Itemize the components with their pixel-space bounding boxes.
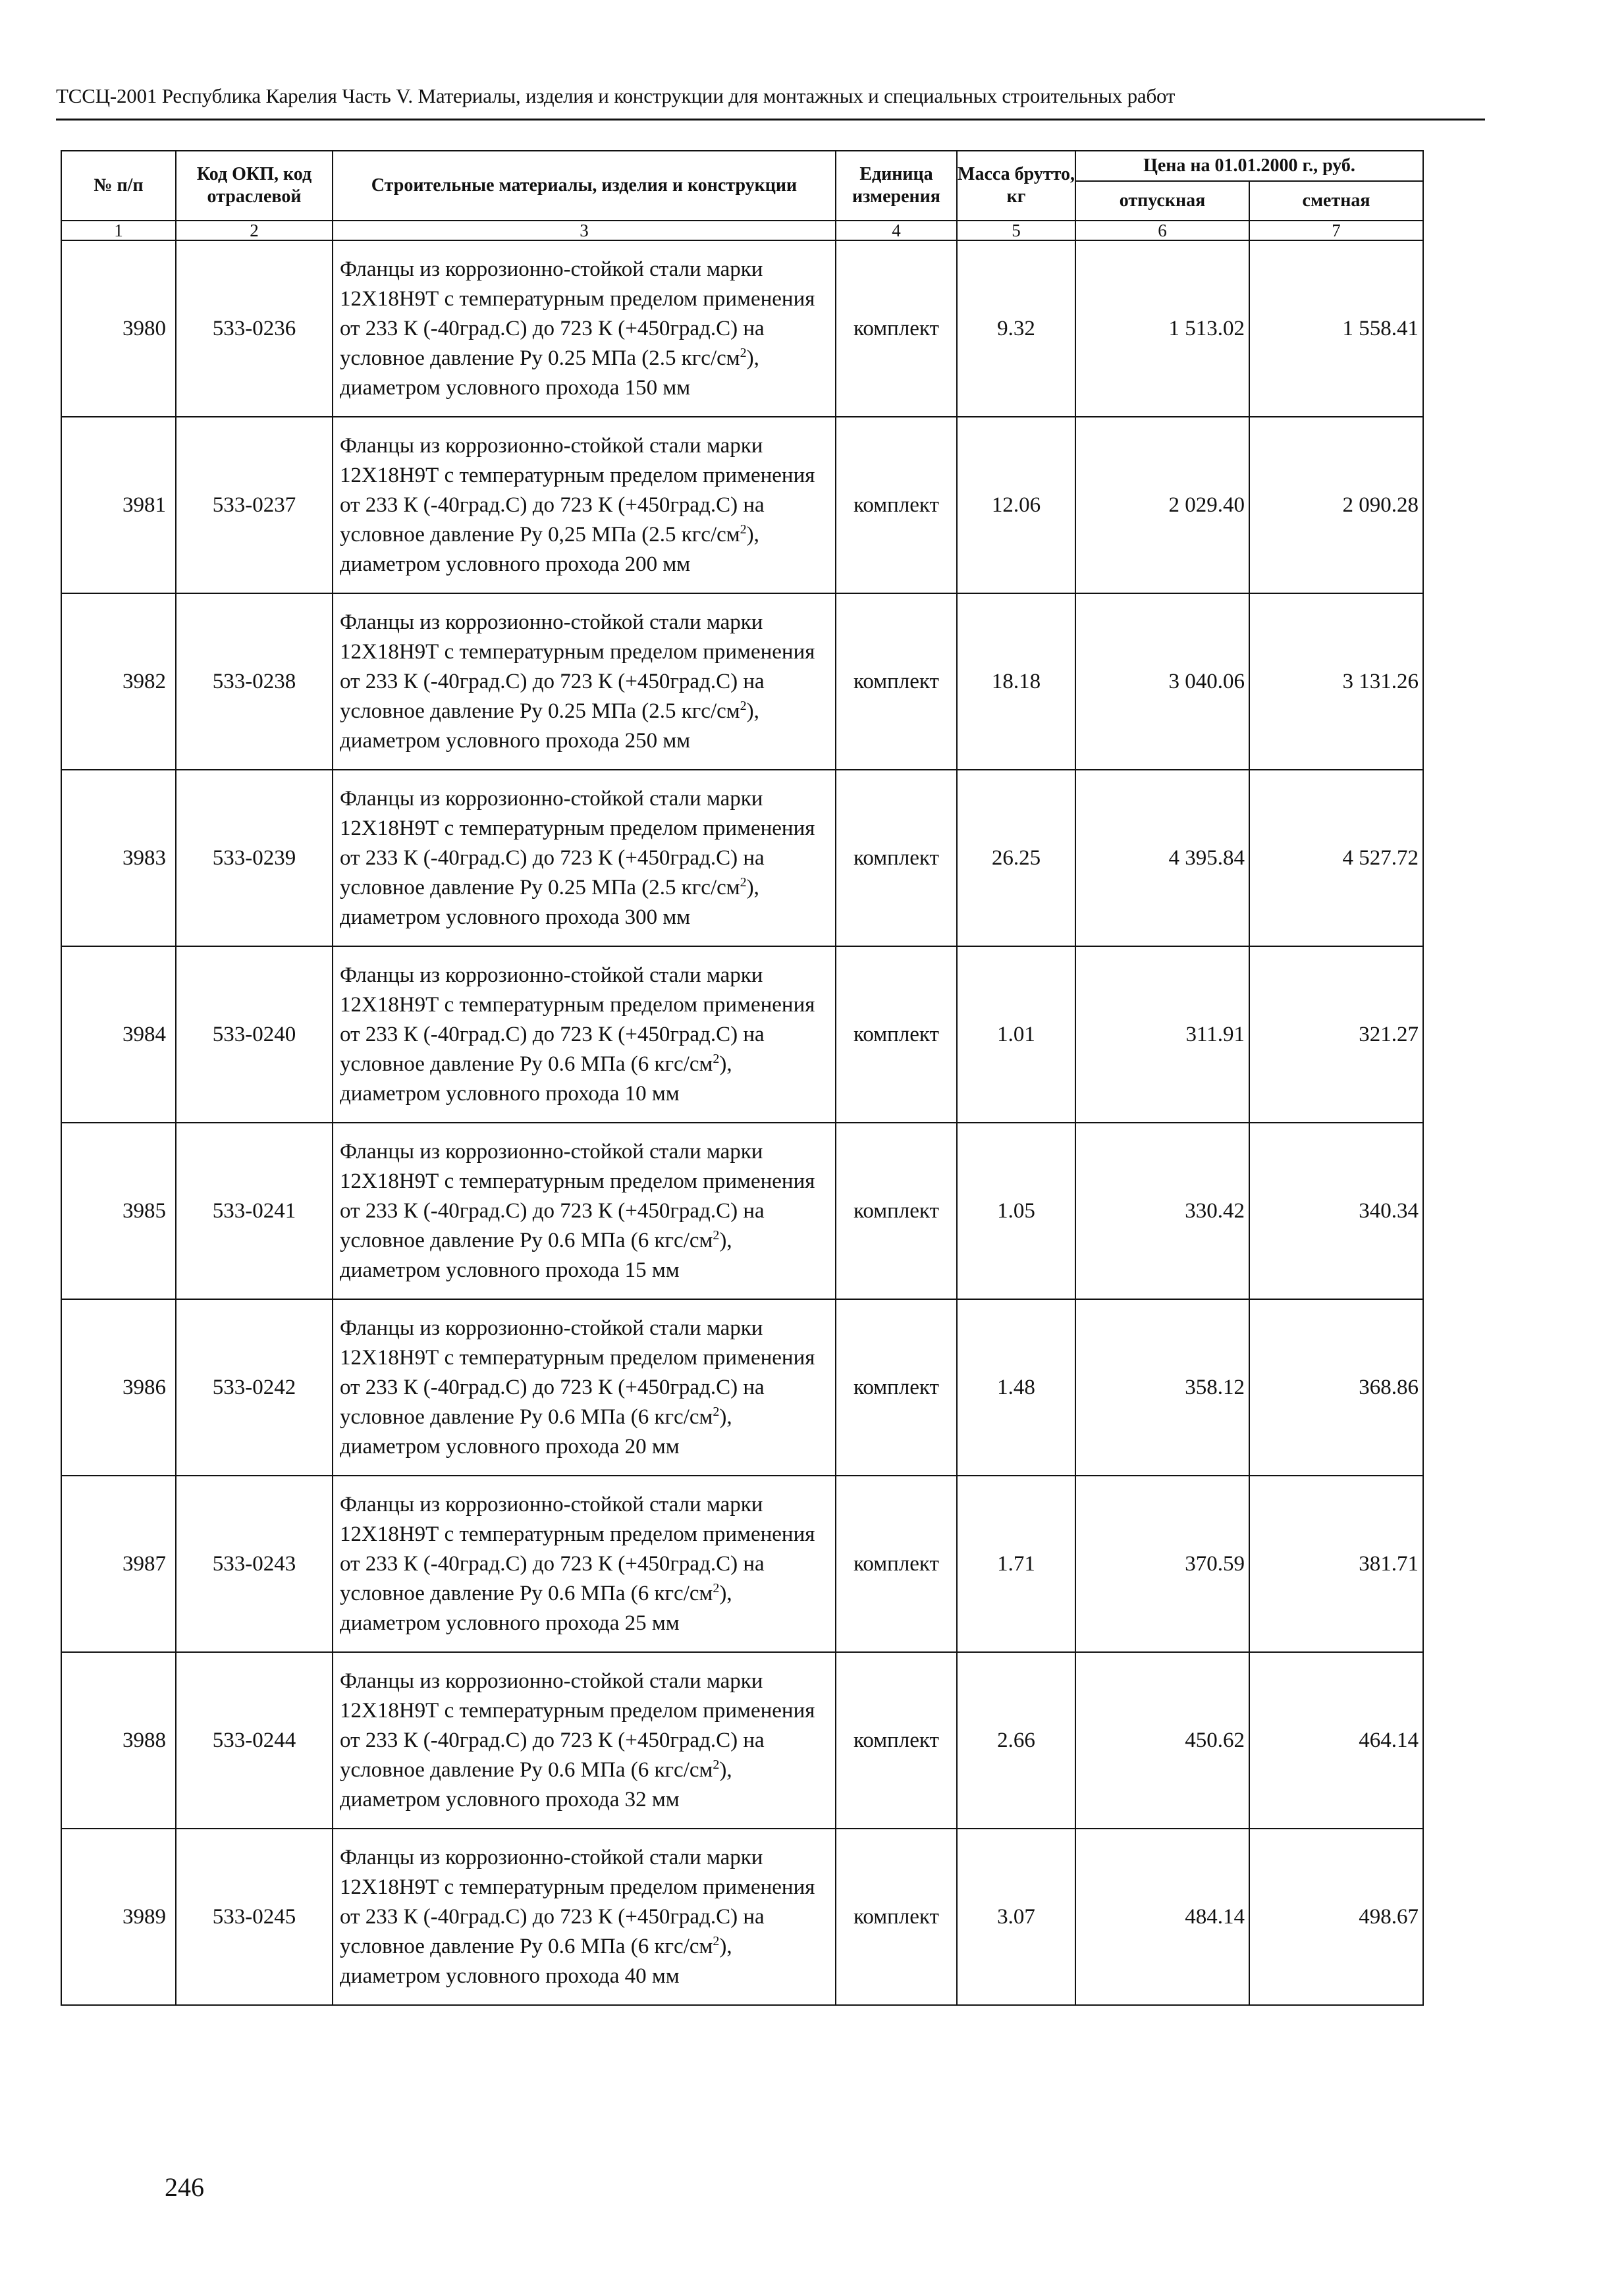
row-number: 3982: [61, 593, 176, 770]
row-mass: 1.01: [957, 946, 1075, 1123]
table-row: [61, 1299, 1423, 1476]
row-price-estimate: 2 090.28: [1249, 417, 1423, 593]
row-unit: комплект: [836, 1299, 957, 1476]
superscript: 2: [713, 1227, 720, 1243]
row-price-estimate: 368.86: [1249, 1299, 1423, 1476]
row-code: 533-0245: [176, 1829, 333, 2005]
row-code: 533-0240: [176, 946, 333, 1123]
col-header-price-group: Цена на 01.01.2000 г., руб.: [1075, 151, 1423, 181]
description-text-end: ), диаметром условного прохода 40 мм: [340, 1934, 732, 1988]
row-price-release: 330.42: [1075, 1123, 1249, 1299]
row-mass: 26.25: [957, 770, 1075, 946]
superscript: 2: [713, 1757, 720, 1772]
row-description: [333, 1652, 836, 1829]
row-price-release: 3 040.06: [1075, 593, 1249, 770]
row-description: [333, 240, 836, 417]
superscript: 2: [740, 698, 747, 713]
description-text-end: ), диаметром условного прохода 32 мм: [340, 1757, 732, 1811]
row-unit: комплект: [836, 417, 957, 593]
row-code: 533-0243: [176, 1476, 333, 1652]
row-mass: 1.48: [957, 1299, 1075, 1476]
row-mass: 9.32: [957, 240, 1075, 417]
row-unit: комплект: [836, 770, 957, 946]
row-mass: 1.05: [957, 1123, 1075, 1299]
description-text: Фланцы из коррозионно-стойкой стали марки 12Х18Н9Т с температурным пределом применения от 233 К (-40град.С) до 723 К (+450град.С) на условное давление Ру 0.25 МПа (2.5 кгс/см: [340, 786, 815, 899]
description-text-end: ), диаметром условного прохода 250 мм: [340, 699, 759, 753]
row-price-estimate: 340.34: [1249, 1123, 1423, 1299]
description-text-end: ), диаметром условного прохода 20 мм: [340, 1405, 732, 1459]
row-number: 3981: [61, 417, 176, 593]
superscript: 2: [740, 874, 747, 890]
row-code: 533-0236: [176, 240, 333, 417]
row-code: 533-0237: [176, 417, 333, 593]
table-row: [61, 417, 1423, 593]
column-number: 7: [1249, 221, 1423, 240]
row-unit: комплект: [836, 593, 957, 770]
page-number: 246: [165, 2172, 204, 2202]
row-mass: 12.06: [957, 417, 1075, 593]
table-row: [61, 946, 1423, 1123]
row-description: [333, 593, 836, 770]
column-number: 5: [957, 221, 1075, 240]
description-text-end: ), диаметром условного прохода 300 мм: [340, 875, 759, 929]
description-text-end: ), диаметром условного прохода 150 мм: [340, 346, 759, 400]
row-price-estimate: 4 527.72: [1249, 770, 1423, 946]
row-description: [333, 946, 836, 1123]
row-unit: комплект: [836, 240, 957, 417]
description-text: Фланцы из коррозионно-стойкой стали марки 12Х18Н9Т с температурным пределом применения от 233 К (-40град.С) до 723 К (+450град.С) на условное давление Ру 0.6 МПа (6 кгс/см: [340, 1316, 815, 1429]
superscript: 2: [713, 1051, 720, 1066]
row-description: [333, 770, 836, 946]
row-unit: комплект: [836, 1829, 957, 2005]
col-header-price-estimate: сметная: [1249, 181, 1423, 221]
col-header-name: Строительные материалы, изделия и конструкции: [333, 151, 836, 221]
table-row: [61, 240, 1423, 417]
row-mass: 1.71: [957, 1476, 1075, 1652]
description-text: Фланцы из коррозионно-стойкой стали марки 12Х18Н9Т с температурным пределом применения от 233 К (-40град.С) до 723 К (+450град.С) на условное давление Ру 0.6 МПа (6 кгс/см: [340, 1139, 815, 1252]
row-description: [333, 1123, 836, 1299]
description-text-end: ), диаметром условного прохода 25 мм: [340, 1581, 732, 1635]
row-code: 533-0244: [176, 1652, 333, 1829]
col-header-code: Код ОКП, код отраслевой: [176, 151, 333, 221]
column-number: 1: [61, 221, 176, 240]
row-number: 3987: [61, 1476, 176, 1652]
table-row: [61, 593, 1423, 770]
row-number: 3980: [61, 240, 176, 417]
row-price-estimate: 1 558.41: [1249, 240, 1423, 417]
column-number: 2: [176, 221, 333, 240]
row-price-release: 450.62: [1075, 1652, 1249, 1829]
row-mass: 2.66: [957, 1652, 1075, 1829]
row-mass: 3.07: [957, 1829, 1075, 2005]
column-number: 4: [836, 221, 957, 240]
row-number: 3989: [61, 1829, 176, 2005]
row-price-release: 311.91: [1075, 946, 1249, 1123]
superscript: 2: [713, 1404, 720, 1419]
description-text: Фланцы из коррозионно-стойкой стали марки 12Х18Н9Т с температурным пределом применения от 233 К (-40град.С) до 723 К (+450град.С) на условное давление Ру 0.6 МПа (6 кгс/см: [340, 1845, 815, 1958]
row-price-estimate: 381.71: [1249, 1476, 1423, 1652]
page-header: ТССЦ-2001 Республика Карелия Часть V. Материалы, изделия и конструкции для монтажных и специальных строительных работ: [56, 84, 1176, 107]
row-number: 3985: [61, 1123, 176, 1299]
description-text-end: ), диаметром условного прохода 10 мм: [340, 1052, 732, 1106]
superscript: 2: [740, 522, 747, 537]
row-price-release: 2 029.40: [1075, 417, 1249, 593]
row-price-estimate: 464.14: [1249, 1652, 1423, 1829]
row-unit: комплект: [836, 1476, 957, 1652]
table-row: [61, 1123, 1423, 1299]
row-number: 3986: [61, 1299, 176, 1476]
description-text-end: ), диаметром условного прохода 200 мм: [340, 522, 759, 576]
row-description: [333, 1299, 836, 1476]
description-text: Фланцы из коррозионно-стойкой стали марки 12Х18Н9Т с температурным пределом применения от 233 К (-40град.С) до 723 К (+450град.С) на условное давление Ру 0.6 МПа (6 кгс/см: [340, 963, 815, 1076]
row-number: 3984: [61, 946, 176, 1123]
description-text: Фланцы из коррозионно-стойкой стали марки 12Х18Н9Т с температурным пределом применения от 233 К (-40град.С) до 723 К (+450град.С) на условное давление Ру 0.6 МПа (6 кгс/см: [340, 1669, 815, 1782]
row-code: 533-0238: [176, 593, 333, 770]
col-header-mass: Масса брутто, кг: [957, 151, 1075, 221]
column-number-row: [61, 221, 1423, 240]
table-row: [61, 1652, 1423, 1829]
row-price-release: 4 395.84: [1075, 770, 1249, 946]
row-unit: комплект: [836, 946, 957, 1123]
table-row: [61, 770, 1423, 946]
row-price-estimate: 321.27: [1249, 946, 1423, 1123]
row-price-release: 370.59: [1075, 1476, 1249, 1652]
table-row: [61, 1829, 1423, 2005]
col-header-price-release: отпускная: [1075, 181, 1249, 221]
row-price-release: 358.12: [1075, 1299, 1249, 1476]
row-number: 3988: [61, 1652, 176, 1829]
description-text: Фланцы из коррозионно-стойкой стали марки 12Х18Н9Т с температурным пределом применения от 233 К (-40град.С) до 723 К (+450град.С) на условное давление Ру 0.25 МПа (2.5 кгс/см: [340, 610, 815, 723]
row-unit: комплект: [836, 1123, 957, 1299]
superscript: 2: [713, 1933, 720, 1948]
table-header-row: [61, 151, 1423, 181]
row-price-release: 484.14: [1075, 1829, 1249, 2005]
row-code: 533-0241: [176, 1123, 333, 1299]
superscript: 2: [740, 345, 747, 360]
description-text-end: ), диаметром условного прохода 15 мм: [340, 1228, 732, 1282]
row-unit: комплект: [836, 1652, 957, 1829]
row-price-release: 1 513.02: [1075, 240, 1249, 417]
row-description: [333, 417, 836, 593]
column-number: 6: [1075, 221, 1249, 240]
description-text: Фланцы из коррозионно-стойкой стали марки 12Х18Н9Т с температурным пределом применения от 233 К (-40град.С) до 723 К (+450град.С) на условное давление Ру 0.25 МПа (2.5 кгс/см: [340, 257, 815, 370]
table-row: [61, 1476, 1423, 1652]
row-price-estimate: 498.67: [1249, 1829, 1423, 2005]
col-header-num: № п/п: [61, 151, 176, 221]
row-code: 533-0242: [176, 1299, 333, 1476]
column-number: 3: [333, 221, 836, 240]
description-text: Фланцы из коррозионно-стойкой стали марки 12Х18Н9Т с температурным пределом применения от 233 К (-40град.С) до 723 К (+450град.С) на условное давление Ру 0,25 МПа (2.5 кгс/см: [340, 433, 815, 547]
row-description: [333, 1829, 836, 2005]
header-rule: [56, 119, 1485, 121]
row-price-estimate: 3 131.26: [1249, 593, 1423, 770]
row-number: 3983: [61, 770, 176, 946]
row-code: 533-0239: [176, 770, 333, 946]
superscript: 2: [713, 1580, 720, 1595]
row-description: [333, 1476, 836, 1652]
col-header-unit: Единица измерения: [836, 151, 957, 221]
description-text: Фланцы из коррозионно-стойкой стали марки 12Х18Н9Т с температурным пределом применения от 233 К (-40град.С) до 723 К (+450град.С) на условное давление Ру 0.6 МПа (6 кгс/см: [340, 1492, 815, 1605]
row-mass: 18.18: [957, 593, 1075, 770]
price-table: [61, 150, 1424, 2006]
